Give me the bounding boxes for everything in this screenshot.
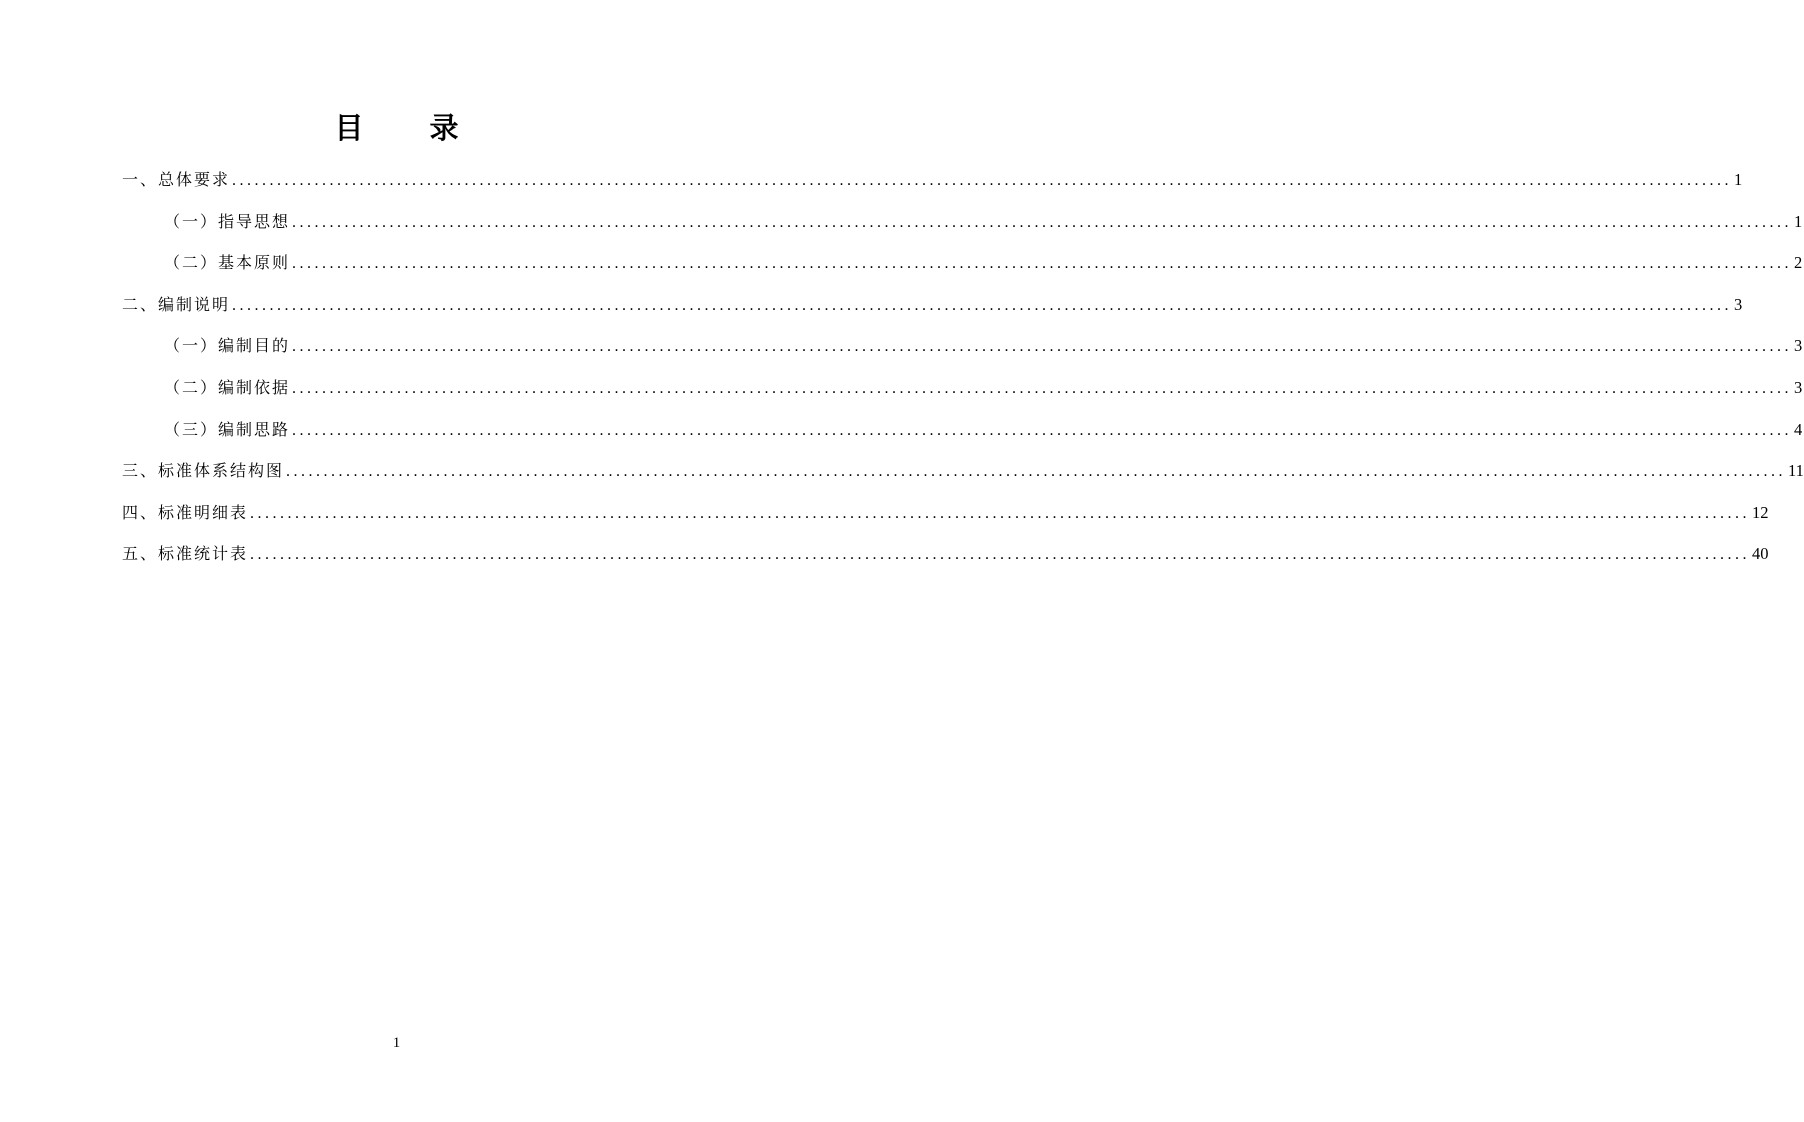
toc-dot-leader: ........................................................................................................................................................................................................ (292, 255, 1793, 273)
toc-entry-structure-diagram[interactable] (122, 450, 1804, 492)
toc-dot-leader: ........................................................................................................................................................................................................ (250, 546, 1751, 564)
toc-entry-standards-statistics-table[interactable] (122, 533, 1769, 575)
toc-entry-page: 12 (1752, 502, 1769, 522)
toc-entry-basic-principles[interactable] (122, 242, 1803, 284)
toc-entry-page: 2 (1794, 253, 1803, 273)
toc-dot-leader: ........................................................................................................................................................................................................ (232, 172, 1733, 189)
page-title: 目 录 (334, 111, 487, 145)
toc-entry-compilation-notes[interactable] (122, 284, 1743, 326)
toc-dot-leader: ........................................................................................................................................................................................................ (292, 421, 1793, 439)
toc-entry-page: 4 (1794, 419, 1803, 439)
toc-entry-page: 3 (1734, 294, 1743, 314)
toc-entry-page: 11 (1788, 461, 1804, 481)
toc-entry-label: （一）编制目的 (164, 336, 291, 356)
toc-entry-page: 3 (1794, 336, 1803, 356)
toc-entry-compilation-purpose[interactable] (122, 325, 1803, 367)
toc-entry-label: 五、标准统计表 (122, 544, 249, 564)
table-of-contents (122, 159, 1804, 575)
toc-entry-page: 1 (1794, 211, 1803, 231)
toc-entry-label: 四、标准明细表 (122, 502, 249, 522)
toc-dot-leader: ........................................................................................................................................................................................................ (292, 338, 1793, 356)
toc-entry-label: （一）指导思想 (164, 211, 291, 231)
toc-entry-overall-requirements[interactable] (122, 159, 1743, 201)
toc-entry-compilation-basis[interactable] (122, 367, 1803, 409)
toc-entry-label: 二、编制说明 (122, 294, 231, 314)
toc-dot-leader: ........................................................................................................................................................................................................ (292, 379, 1793, 397)
toc-entry-label: 三、标准体系结构图 (122, 461, 285, 481)
toc-entry-label: （二）基本原则 (164, 253, 291, 273)
toc-entry-label: （二）编制依据 (164, 377, 291, 397)
toc-dot-leader: ........................................................................................................................................................................................................ (232, 296, 1733, 314)
toc-entry-compilation-approach[interactable] (122, 409, 1803, 451)
toc-entry-page: 40 (1752, 544, 1769, 564)
footer-page-number: 1 (392, 1035, 401, 1051)
toc-entry-page: 3 (1794, 377, 1803, 397)
toc-entry-label: （三）编制思路 (164, 419, 291, 439)
toc-entry-standards-detail-table[interactable] (122, 492, 1769, 534)
toc-dot-leader: ........................................................................................................................................................................................................ (286, 463, 1787, 481)
toc-dot-leader: ........................................................................................................................................................................................................ (292, 213, 1793, 231)
toc-dot-leader: ........................................................................................................................................................................................................ (250, 504, 1751, 522)
toc-entry-page: 1 (1734, 170, 1743, 189)
toc-entry-guiding-ideology[interactable] (122, 201, 1803, 243)
toc-entry-label: 一、总体要求 (122, 170, 231, 189)
